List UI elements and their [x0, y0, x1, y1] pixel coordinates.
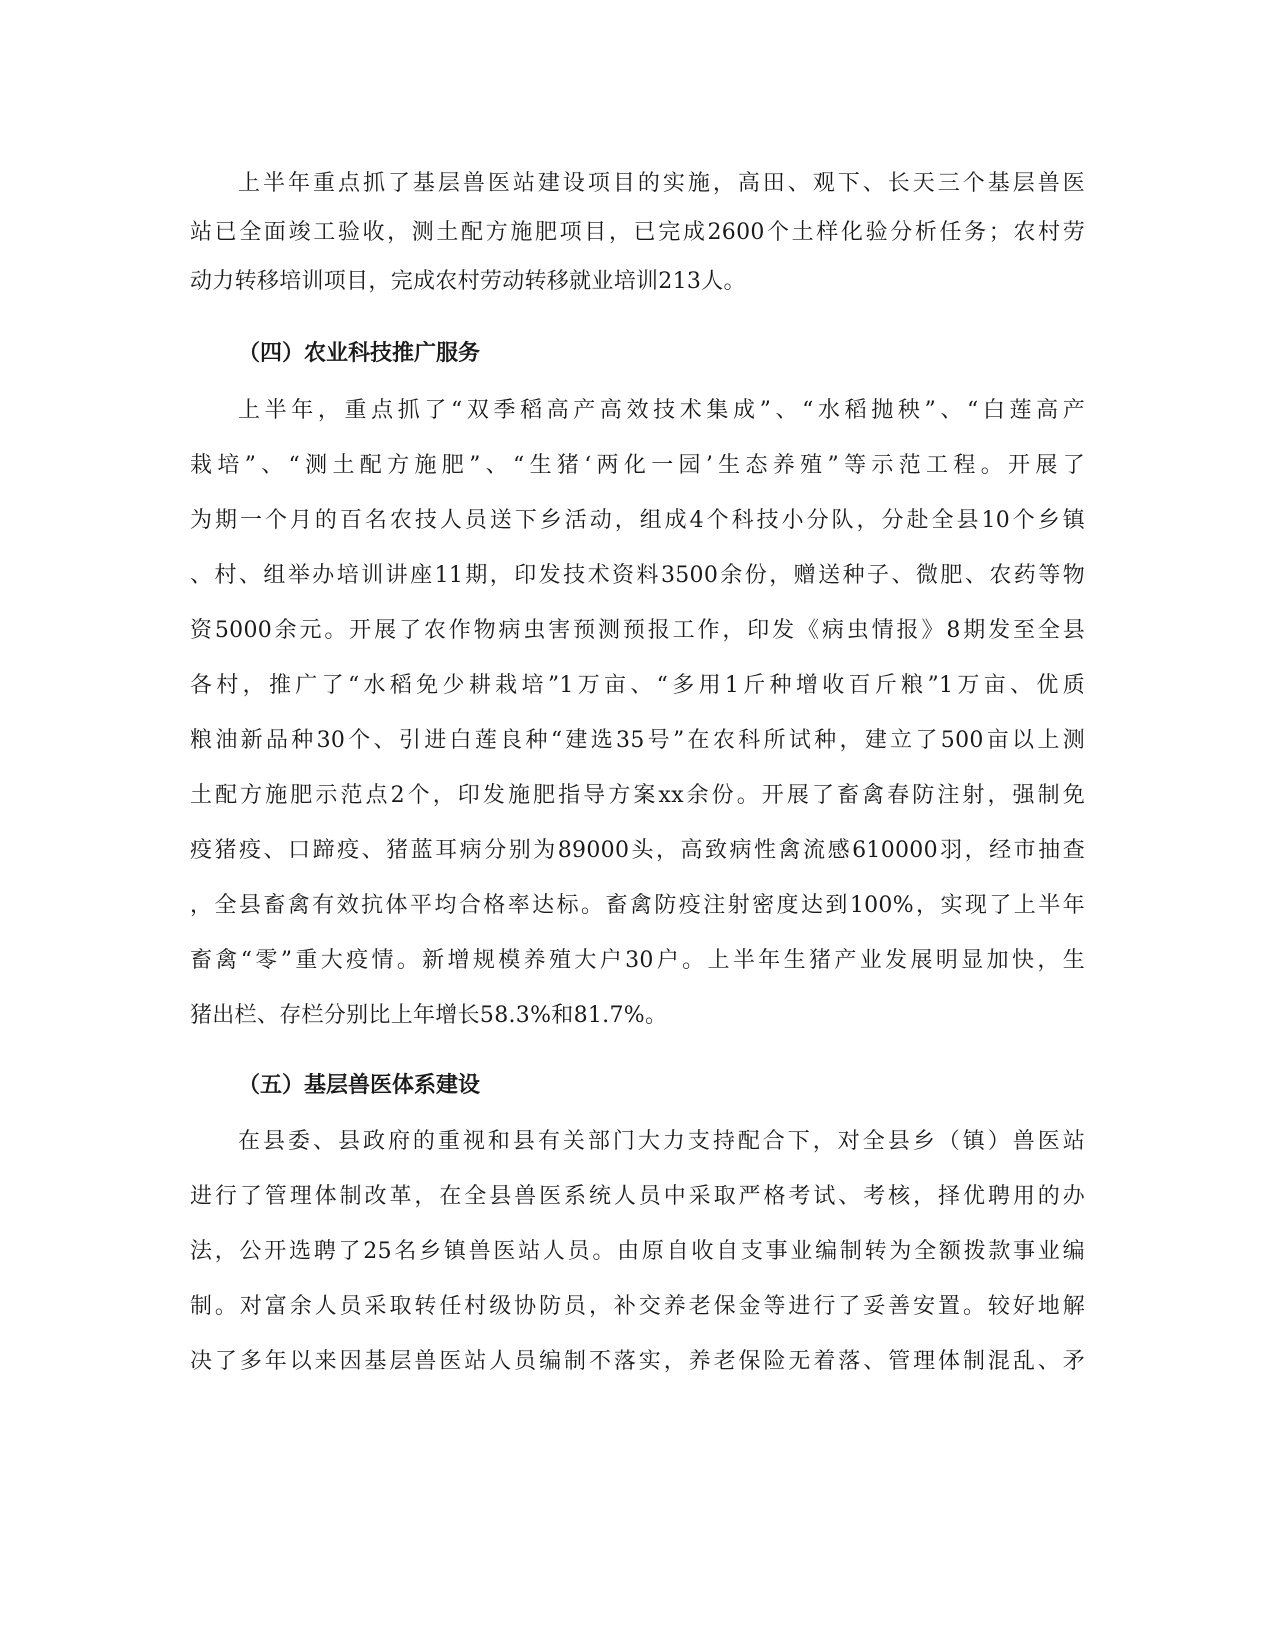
- section-heading-4: （四）农业科技推广服务: [238, 341, 481, 366]
- paragraph-2-line: 各村，推广了“水稻免少耕栽培”1万亩、“多用1斤种增收百斤粮”1万亩、优质: [190, 673, 1085, 698]
- paragraph-3-line: 进行了管理体制改革，在全县兽医系统人员中采取严格考试、考核，择优聘用的办: [190, 1184, 1085, 1209]
- paragraph-2-line: 土配方施肥示范点2个，印发施肥指导方案xx余份。开展了畜禽春防注射，强制免: [190, 783, 1085, 808]
- paragraph-2-line: 资5000余元。开展了农作物病虫害预测预报工作，印发《病虫情报》8期发至全县: [190, 618, 1085, 643]
- paragraph-3-line: 制。对富余人员采取转任村级协防员，补交养老保金等进行了妥善安置。较好地解: [190, 1294, 1085, 1319]
- paragraph-2-line: ，全县畜禽有效抗体平均合格率达标。畜禽防疫注射密度达到100%，实现了上半年: [190, 893, 1085, 918]
- paragraph-2-line: 、村、组举办培训讲座11期，印发技术资料3500余份，赠送种子、微肥、农药等物: [190, 563, 1085, 588]
- paragraph-3-line: 在县委、县政府的重视和县有关部门大力支持配合下，对全县乡（镇）兽医站: [238, 1129, 1085, 1154]
- paragraph-1-line: 上半年重点抓了基层兽医站建设项目的实施，高田、观下、长天三个基层兽医: [238, 171, 1085, 196]
- paragraph-2-line: 畜禽“零”重大疫情。新增规模养殖大户30户。上半年生猪产业发展明显加快，生: [190, 948, 1085, 973]
- paragraph-1-line: 动力转移培训项目，完成农村劳动转移就业培训213人。: [190, 269, 746, 294]
- paragraph-2-line: 为期一个月的百名农技人员送下乡活动，组成4个科技小分队，分赴全县10个乡镇: [190, 508, 1085, 533]
- paragraph-3-line: 决了多年以来因基层兽医站人员编制不落实，养老保险无着落、管理体制混乱、矛: [190, 1349, 1085, 1374]
- paragraph-1-line: 站已全面竣工验收，测土配方施肥项目，已完成2600个土样化验分析任务；农村劳: [190, 220, 1085, 245]
- paragraph-2-line: 猪出栏、存栏分别比上年增长58.3%和81.7%。: [190, 1003, 668, 1028]
- section-heading-5: （五）基层兽医体系建设: [238, 1073, 481, 1098]
- paragraph-2-line: 上半年，重点抓了“双季稻高产高效技术集成”、“水稻抛秧”、“白莲高产: [238, 398, 1085, 423]
- paragraph-2-line: 疫猪疫、口蹄疫、猪蓝耳病分别为89000头，高致病性禽流感610000羽，经市抽查: [190, 838, 1085, 863]
- paragraph-2-line: 栽培”、“测土配方施肥”、“生猪‘两化一园’生态养殖”等示范工程。开展了: [190, 453, 1085, 478]
- paragraph-3-line: 法，公开选聘了25名乡镇兽医站人员。由原自收自支事业编制转为全额拨款事业编: [190, 1239, 1085, 1264]
- paragraph-2-line: 粮油新品种30个、引进白莲良种“建选35号”在农科所试种，建立了500亩以上测: [190, 728, 1085, 753]
